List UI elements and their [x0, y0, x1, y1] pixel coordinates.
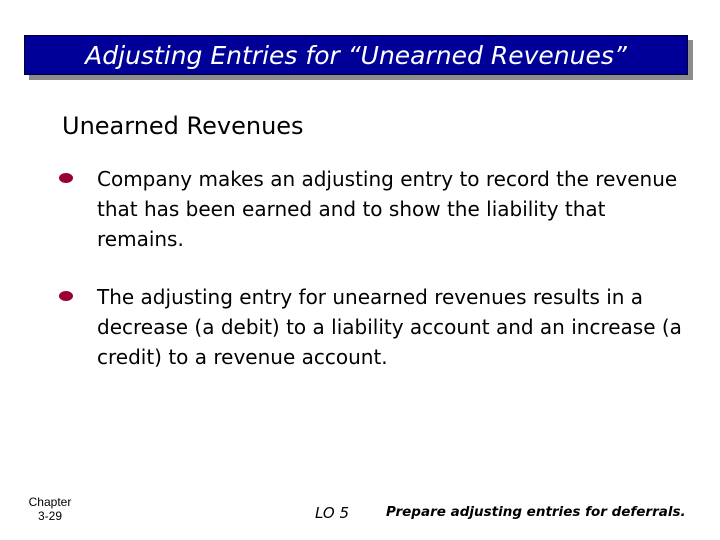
bullet-text-2: The adjusting entry for unearned revenues results in a decrease (a debit) to a liability account and an increase (a credit) to a revenue account.: [97, 285, 682, 369]
bullet-text-1: Company makes an adjusting entry to record the revenue that has been earned and to show the liability that remains.: [97, 167, 678, 251]
bullet-marker-icon: [59, 291, 73, 301]
slide-title: Adjusting Entries for “Unearned Revenues”: [85, 40, 627, 70]
bullet-marker-icon: [59, 173, 73, 183]
bullet-item-1: [97, 164, 687, 254]
learning-objective-number: LO 5: [315, 504, 350, 522]
page-number: 3-29: [37, 509, 63, 523]
chapter-text: Chapter: [28, 495, 72, 509]
title-bar: [24, 35, 688, 75]
section-heading: Unearned Revenues: [62, 112, 304, 140]
chapter-label: [14, 495, 86, 523]
bullet-item-2: [97, 282, 687, 372]
learning-objective-text: Prepare adjusting entries for deferrals.: [386, 504, 686, 520]
